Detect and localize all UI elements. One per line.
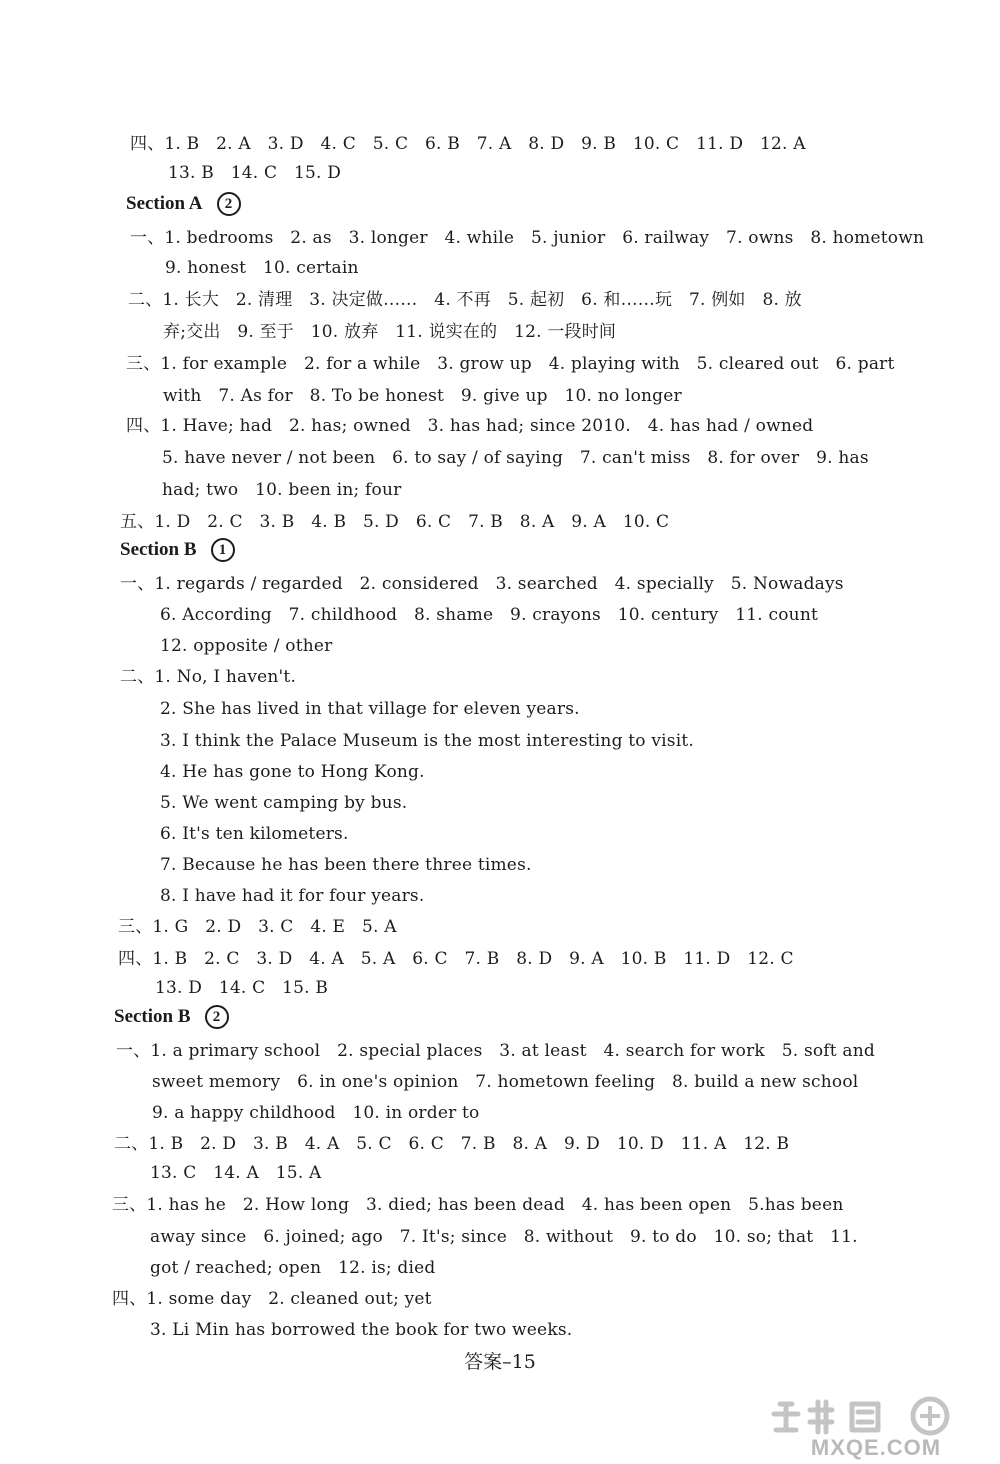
answer-line: 三、1. G 2. D 3. C 4. E 5. A <box>118 917 397 937</box>
answer-line: 五、1. D 2. C 3. B 4. B 5. D 6. C 7. B 8. A 9. A 10. C <box>120 512 670 532</box>
answer-line: 3. Li Min has borrowed the book for two weeks. <box>150 1320 573 1340</box>
answer-line: 二、1. B 2. D 3. B 4. A 5. C 6. C 7. B 8. A 9. D 10. D 11. A 12. B <box>114 1134 790 1154</box>
section-heading <box>126 192 241 216</box>
answer-line: 6. It's ten kilometers. <box>160 824 349 844</box>
section-title: Section B <box>120 539 197 560</box>
answer-line: 9. a happy childhood 10. in order to <box>152 1103 480 1123</box>
answer-line: 13. C 14. A 15. A <box>150 1163 322 1183</box>
answer-line: 6. According 7. childhood 8. shame 9. crayons 10. century 11. count <box>160 605 818 625</box>
answer-line: 8. I have had it for four years. <box>160 886 425 906</box>
answer-line: had; two 10. been in; four <box>162 480 402 500</box>
answer-line: 5. We went camping by bus. <box>160 793 408 813</box>
section-number-badge: 1 <box>211 538 235 562</box>
answer-line: sweet memory 6. in one's opinion 7. hometown feeling 8. build a new school <box>152 1072 859 1092</box>
section-heading <box>114 1005 229 1029</box>
answer-line: 四、1. B 2. A 3. D 4. C 5. C 6. B 7. A 8. D 9. B 10. C 11. D 12. A <box>130 134 806 154</box>
answer-line: 三、1. has he 2. How long 3. died; has been dead 4. has been open 5.has been <box>112 1195 844 1215</box>
answer-line: got / reached; open 12. is; died <box>150 1258 436 1278</box>
section-number-badge: 2 <box>217 192 241 216</box>
watermark-logo-icon <box>760 1396 992 1436</box>
watermark-url: MXQE.COM <box>810 1435 942 1460</box>
answer-line: 4. He has gone to Hong Kong. <box>160 762 425 782</box>
answer-line: with 7. As for 8. To be honest 9. give up 10. no longer <box>163 386 682 406</box>
answer-line: 一、1. a primary school 2. special places 3. at least 4. search for work 5. soft and <box>116 1041 876 1061</box>
answer-line: 2. She has lived in that village for eleven years. <box>160 699 580 719</box>
section-number-badge: 2 <box>205 1005 229 1029</box>
answer-line: 12. opposite / other <box>160 636 333 656</box>
answer-line: 四、1. B 2. C 3. D 4. A 5. A 6. C 7. B 8. D 9. A 10. B 11. D 12. C <box>118 949 794 969</box>
answer-line: 四、1. some day 2. cleaned out; yet <box>112 1289 432 1309</box>
answer-line: 13. B 14. C 15. D <box>168 163 342 183</box>
answer-line: 一、1. bedrooms 2. as 3. longer 4. while 5. junior 6. railway 7. owns 8. hometown <box>130 228 925 248</box>
answer-line: away since 6. joined; ago 7. It's; since 8. without 9. to do 10. so; that 11. <box>150 1227 858 1247</box>
answer-line: 7. Because he has been there three times. <box>160 855 532 875</box>
answer-line: 四、1. Have; had 2. has; owned 3. has had; since 2010. 4. has had / owned <box>126 416 814 436</box>
answer-line: 弃;交出 9. 至于 10. 放弃 11. 说实在的 12. 一段时间 <box>163 322 617 342</box>
section-title: Section B <box>114 1006 191 1027</box>
answer-line: 二、1. 长大 2. 清理 3. 决定做…… 4. 不再 5. 起初 6. 和……玩 7. 例如 8. 放 <box>128 290 802 310</box>
answer-line: 三、1. for example 2. for a while 3. grow up 4. playing with 5. cleared out 6. part <box>126 354 895 374</box>
section-heading <box>120 538 235 562</box>
section-title: Section A <box>126 193 203 214</box>
page-footer: 答案–15 <box>464 1351 536 1373</box>
answer-line: 一、1. regards / regarded 2. considered 3. searched 4. specially 5. Nowadays <box>120 574 844 594</box>
answer-line: 5. have never / not been 6. to say / of saying 7. can't miss 8. for over 9. has <box>162 448 869 468</box>
answer-line: 二、1. No, I haven't. <box>120 667 297 687</box>
answer-line: 13. D 14. C 15. B <box>155 978 329 998</box>
answer-line: 9. honest 10. certain <box>165 258 359 278</box>
watermark <box>760 1396 992 1460</box>
answer-line: 3. I think the Palace Museum is the most interesting to visit. <box>160 731 694 751</box>
